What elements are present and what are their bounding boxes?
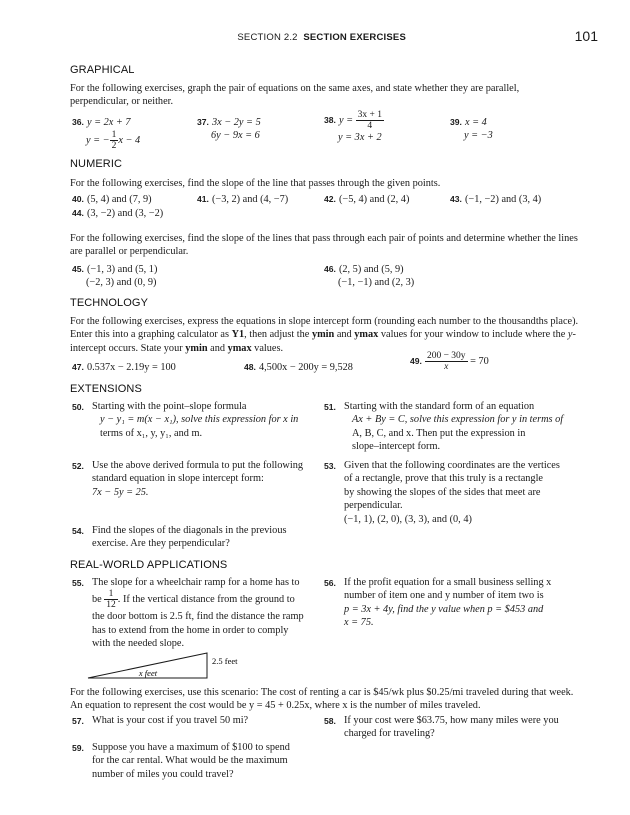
- exercise-42: 42. (−5, 4) and (2, 4): [324, 194, 410, 205]
- exercise-39: 39. x = 4 y = −3: [450, 117, 493, 142]
- fraction: $\frac{1}{2}$: [111, 130, 117, 152]
- exercise-38: 38. y = $\frac{3x + 1}{4}$ y = 3x + 2: [324, 110, 382, 143]
- exercise-51: 51. Starting with the standard form of an equation Ax + By = C, solve this expression for y in terms of A, B, C, and x. Then put the expression in slope–intercept form.: [324, 401, 564, 453]
- fraction: $\frac{200 - 30y}{x}$: [426, 351, 466, 372]
- exercise-36: 36. y = 2x + 7 y = − $\frac{1}{2}$ x − 4: [72, 117, 141, 152]
- section-label: SECTION 2.2 SECTION EXERCISES: [237, 32, 406, 43]
- exercise-52: 52. Use the above derived formula to put the following standard equation in slope intercept form: 7x − 5y = 25.: [72, 460, 304, 498]
- exercise-40: 40. (5, 4) and (7, 9): [72, 194, 152, 205]
- exercise-57: 57. What is your cost if you travel 50 mi?: [72, 715, 249, 726]
- rental-scenario: For the following exercises, use this scenario: The cost of renting a car is $45/wk plus $0.25/mi traveled during that week. An equation to represent the cost would be y = 45 + 0.25x, where x is the number of miles traveled.: [70, 687, 574, 712]
- heading-extensions: EXTENSIONS: [70, 383, 142, 395]
- ramp-height-label: 2.5 feet: [212, 656, 238, 666]
- numeric-intro-2: For the following exercises, find the slope of the lines that pass through each pair of points and determine whether the lines are parallel or perpendicular.: [70, 233, 578, 258]
- page-number: 101: [574, 28, 598, 44]
- exercise-48: 48. 4,500x − 200y = 9,528: [244, 362, 353, 373]
- heading-technology: TECHNOLOGY: [70, 297, 149, 309]
- exercise-37: 37. 3x − 2y = 5 6y − 9x = 6: [197, 117, 261, 142]
- technology-intro: For the following exercises, express the equations in slope intercept form (rounding each number to the thousandths place). Enter this into a graphing calculator as Y1, then adjust the ymin and ymax values for your window to include where the y-intercept occurs. State your ymin and ymax values.: [70, 316, 579, 354]
- ramp-diagram: [86, 651, 256, 681]
- exercise-58: 58. If your cost were $63.75, how many miles were you charged for traveling?: [324, 715, 559, 740]
- exercise-46: 46. (2, 5) and (5, 9) (−1, −1) and (2, 3): [324, 264, 415, 289]
- exercise-50: 50. Starting with the point–slope formula y − y₁ = m(x − x₁), solve this expression for x in terms of x₁, y, y₁, and m.: [72, 401, 299, 439]
- exercise-44: 44. (3, −2) and (3, −2): [72, 208, 164, 219]
- exercise-55: 55. The slope for a wheelchair ramp for a home has to be $\frac{1}{12}$ . If the vertical distance from the ground to the door bottom is 2.5 ft, find the distance the ramp has to extend from the home in order to comply with the needed slope.: [72, 577, 304, 650]
- exercise-47: 47. 0.537x − 2.19y = 100: [72, 362, 176, 373]
- heading-real-world: REAL-WORLD APPLICATIONS: [70, 559, 228, 571]
- numeric-intro-1: For the following exercises, find the slope of the line that passes through the given points.: [70, 178, 441, 189]
- heading-numeric: NUMERIC: [70, 158, 123, 170]
- fraction: $\frac{1}{12}$: [106, 589, 116, 611]
- exercise-41: 41. (−3, 2) and (4, −7): [197, 194, 289, 205]
- graphical-intro: For the following exercises, graph the pair of equations on the same axes, and state whether they are parallel, perpendicular, or neither.: [70, 83, 520, 108]
- exercise-45: 45. (−1, 3) and (5, 1) (−2, 3) and (0, 9): [72, 264, 158, 289]
- ramp-length-label: x feet: [138, 668, 158, 678]
- fraction: $\frac{3x + 1}{4}$: [357, 110, 382, 131]
- exercise-49: 49. $\frac{200 - 30y}{x}$ = 70: [410, 351, 489, 372]
- running-header: [0, 30, 630, 46]
- exercise-54: 54. Find the slopes of the diagonals in the previous exercise. Are they perpendicular?: [72, 525, 287, 550]
- exercise-59: 59. Suppose you have a maximum of $100 to spend for the car rental. What would be the maximum number of miles you could travel?: [72, 742, 290, 780]
- exercise-56: 56. If the profit equation for a small business selling x number of item one and y number of item two is p = 3x + 4y, find the y value when p = $453 and x = 75.: [324, 577, 552, 629]
- exercise-43: 43. (−1, −2) and (3, 4): [450, 194, 542, 205]
- heading-graphical: GRAPHICAL: [70, 64, 135, 76]
- exercise-53: 53. Given that the following coordinates are the vertices of a rectangle, prove that this truly is a rectangle by showing the slopes of the sides that meet are perpendicular. (−1, 1), (2, 0), (3, 3), and (0, 4): [324, 460, 560, 525]
